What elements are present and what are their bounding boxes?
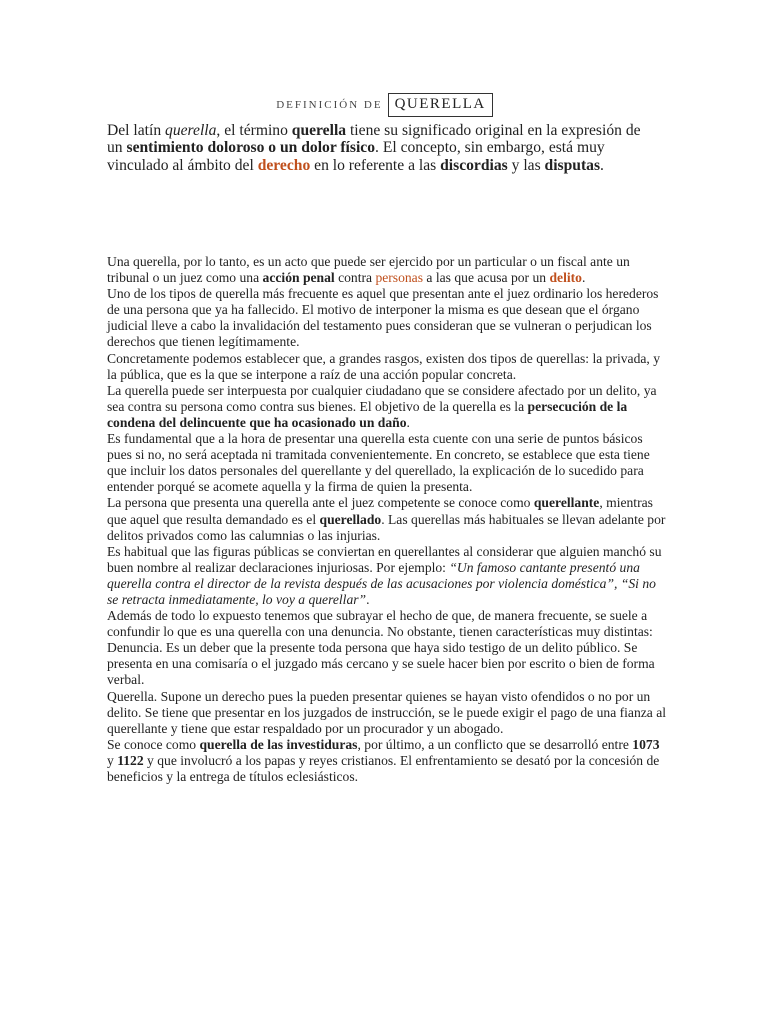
text-run: Una querella, por lo tanto, es un acto que puede ser ejercido por un particular o un fiscal ante un tribunal o un juez como una: [107, 254, 630, 286]
text-run: y: [107, 752, 118, 768]
italic-example: “Un famoso cantante presentó una querella contra el director de la revista después de las acusaciones por violencia doméstica”, “Si no se retracta inmediatamente, lo voy a querellar”: [107, 559, 656, 607]
italic-term: querella: [165, 122, 217, 139]
text-run: . Las querellas más habituales se llevan adelante por delitos privados como las calumnias o las injurias.: [107, 511, 666, 543]
paragraph-9: Denuncia. Es un deber que la presente toda persona que haya sido testigo de un delito público. Se presenta en una comisaría o el juzgado más cercano y se suele hacer bien por escrito o bien de forma verbal.: [107, 640, 655, 688]
text-run: La querella puede ser interpuesta por cualquier ciudadano que se considere afectado por un delito, ya sea contra su persona como contra sus bienes. El objetivo de la querella es la: [107, 382, 657, 414]
text-run: y que involucró a los papas y reyes cristianos. El enfrentamiento se desató por la concesión de beneficios y la entrega de títulos eclesiásticos.: [107, 752, 660, 784]
paragraph-8: Además de todo lo expuesto tenemos que subrayar el hecho de que, de manera frecuente, se suele a confundir lo que es una querella con una denuncia. No obstante, tienen características muy distintas:: [107, 608, 653, 640]
text-run: y las: [507, 156, 545, 174]
text-run: a las que acusa por un: [423, 270, 550, 286]
text-run: Se conoce como: [107, 736, 200, 752]
text-run: en lo referente a las: [310, 156, 441, 174]
link-personas[interactable]: personas: [375, 270, 424, 286]
header-label: DEFINICIÓN DE: [276, 99, 383, 111]
bold-term: 1073: [632, 736, 660, 752]
link-derecho[interactable]: derecho: [257, 156, 311, 174]
paragraph-1: [107, 254, 667, 286]
text-run: , el término: [216, 122, 292, 139]
text-run: Del latín: [107, 122, 166, 139]
text-run: Es habitual que las figuras públicas se conviertan en querellantes al considerar que alguien manchó su buen nombre al realizar declaraciones injuriosas. Por ejemplo:: [107, 543, 662, 575]
paragraph-11: [107, 737, 667, 785]
bold-term: sentimiento doloroso o un dolor físico: [126, 139, 376, 157]
definition-header: [107, 93, 662, 117]
text-run: tiene su significado original en la expresión de un: [107, 122, 641, 157]
text-run: .: [406, 414, 410, 430]
bold-term: querella: [291, 122, 347, 139]
bold-term: discordias: [440, 156, 508, 174]
text-run: .: [366, 591, 370, 607]
bold-term: disputas: [544, 156, 601, 174]
text-run: . El concepto, sin embargo, está muy vinculado al ámbito del: [107, 139, 605, 174]
bold-term: acción penal: [262, 270, 335, 286]
text-run: .: [600, 156, 604, 174]
bold-term: querellante: [533, 495, 600, 511]
intro-paragraph: [107, 122, 647, 174]
text-run: .: [581, 270, 586, 286]
body-text: [107, 254, 667, 785]
link-delito[interactable]: delito: [549, 270, 582, 286]
text-run: contra: [334, 270, 376, 286]
text-run: , por último, a un conflicto que se desarrolló entre: [357, 736, 633, 752]
paragraph-2: Uno de los tipos de querella más frecuente es aquel que presentan ante el juez ordinario los herederos de una persona que ya ha fallecido. El motivo de interponer la misma es que desean que el órgano judicial lleve a cabo la invalidación del testamento pues consideran que se vulneran o perjudican los derechos que tienen legítimamente.: [107, 286, 659, 350]
paragraph-7: [107, 544, 667, 608]
text-run: , mientras que aquel que resulta demandado es el: [107, 495, 653, 527]
bold-term: persecución de la condena del delincuente que ha ocasionado un daño: [107, 398, 628, 430]
paragraph-3: Concretamente podemos establecer que, a grandes rasgos, existen dos tipos de querellas: la privada, y la pública, que es la que se interpone a raíz de una acción popular concreta.: [107, 350, 661, 382]
paragraph-5: Es fundamental que a la hora de presentar una querella esta cuente con una serie de puntos básicos pues si no, no será aceptada ni tramitada convenientemente. En concreto, se establece que esta tiene que incluir los datos personales del querellante y del querellado, la explicación de lo sucedido para entender porqué se acomete aquella y la firma de quien la presenta.: [107, 431, 650, 495]
bold-term: querella de las investiduras: [199, 736, 358, 752]
paragraph-6: [107, 495, 667, 543]
text-run: La persona que presenta una querella ante el juez competente se conoce como: [107, 495, 534, 511]
paragraph-4: [107, 383, 667, 431]
paragraph-10: Querella. Supone un derecho pues la pueden presentar quienes se hayan visto ofendidos o no por un delito. Se tiene que presentar en los juzgados de instrucción, se le puede exigir el pago de una fianza al querellante y tiene que estar respaldado por un procurador y un abogado.: [107, 688, 667, 736]
bold-term: 1122: [117, 752, 144, 768]
header-term-box: QUERELLA: [388, 93, 493, 117]
bold-term: querellado: [319, 511, 382, 527]
